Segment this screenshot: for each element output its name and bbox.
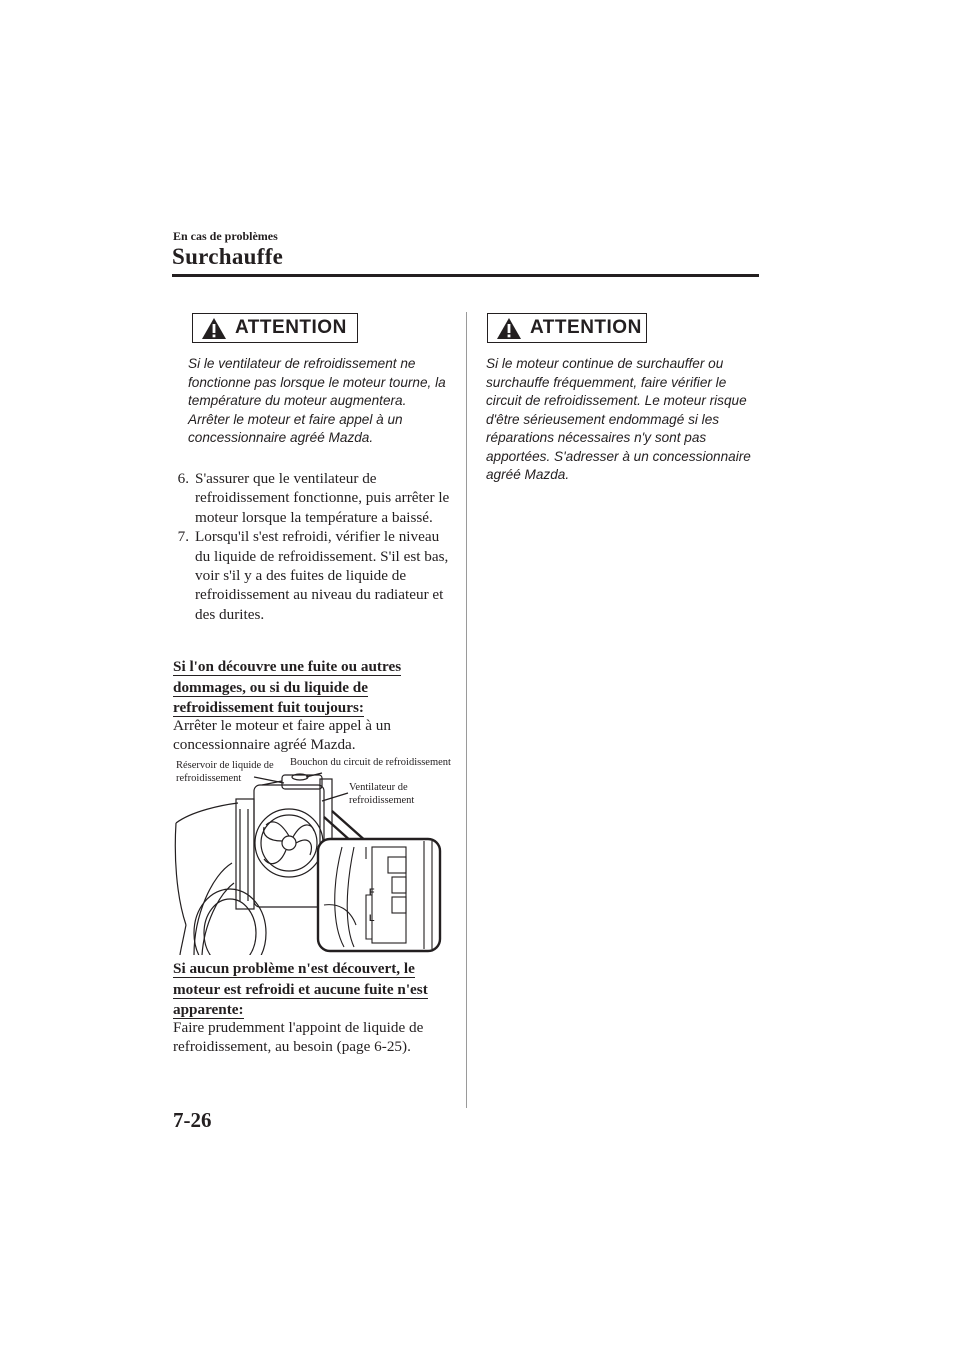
step-text: S'assurer que le ventilateur de refroidissement fonctionne, puis arrêter le moteur lorsque la température a baissé. — [195, 470, 450, 526]
paragraph-leak: Arrêter le moteur et faire appel à un concessionnaire agréé Mazda. — [173, 717, 391, 754]
cooling-system-figure — [172, 755, 451, 955]
subheading-line: apparente: — [173, 1001, 244, 1019]
list-item — [160, 469, 455, 527]
warning-text-left: Si le ventilateur de refroidissement ne fonctionne pas lorsque le moteur tourne, la température du moteur augmentera. Arrêter le moteur et faire appel à un concessionnaire agréé Mazda. — [188, 356, 446, 445]
subheading-line: Si l'on découvre une fuite ou autres — [173, 658, 402, 675]
label-line: Réservoir de liquide de — [176, 760, 274, 771]
subheading-no-problem — [173, 959, 463, 1021]
step-number: 7. — [177, 528, 189, 546]
page-title: Surchauffe — [172, 244, 284, 269]
label-line: refroidissement — [349, 795, 415, 806]
warning-triangle-icon — [201, 317, 227, 340]
tank-mark-l: L — [369, 913, 375, 923]
step-number: 6. — [177, 470, 189, 487]
title-rule — [172, 274, 759, 277]
attention-box-left — [192, 313, 358, 343]
label-reservoir — [176, 759, 274, 785]
page-number: 7-26 — [173, 1108, 212, 1132]
column-divider — [466, 312, 467, 1108]
label-bouchon: Bouchon du circuit de refroidissement — [290, 757, 451, 768]
warning-text-right: Si le moteur continue de surchauffer ou surchauffe fréquemment, faire vérifier le circuit de refroidissement. Le moteur risque d'être sérieusement endommagé si les réparations nécessaires n'y sont pas apportées. S'adresser à un concessionnaire agréé Mazda. — [486, 356, 751, 482]
warning-triangle-icon — [496, 317, 522, 340]
section-label: En cas de problèmes — [173, 229, 278, 243]
subheading-leak — [173, 657, 463, 719]
list-item — [160, 527, 455, 624]
subheading-line: Si aucun problème n'est découvert, le — [173, 960, 415, 977]
label-line: Ventilateur de — [349, 782, 408, 793]
label-line: refroidissement — [176, 773, 242, 784]
label-ventilateur — [349, 781, 414, 807]
subheading-line: moteur est refroidi et aucune fuite n'est — [173, 980, 428, 998]
attention-label: ATTENTION — [235, 317, 347, 338]
tank-mark-f: F — [369, 887, 375, 897]
steps-list — [160, 469, 455, 624]
step-text: Lorsqu'il s'est refroidi, vérifier le niveau du liquide de refroidissement. S'il est bas, voir s'il y a des fuites de liquide de refroidissement au niveau du radiateur et des durites. — [195, 528, 449, 623]
subheading-line: dommages, ou si du liquide de — [173, 678, 368, 696]
attention-box-right — [487, 313, 647, 343]
paragraph-no-problem: Faire prudemment l'appoint de liquide de refroidissement, au besoin (page 6-25). — [173, 1019, 424, 1056]
subheading-line: refroidissement fuit toujours: — [173, 699, 364, 717]
attention-label: ATTENTION — [530, 317, 642, 338]
